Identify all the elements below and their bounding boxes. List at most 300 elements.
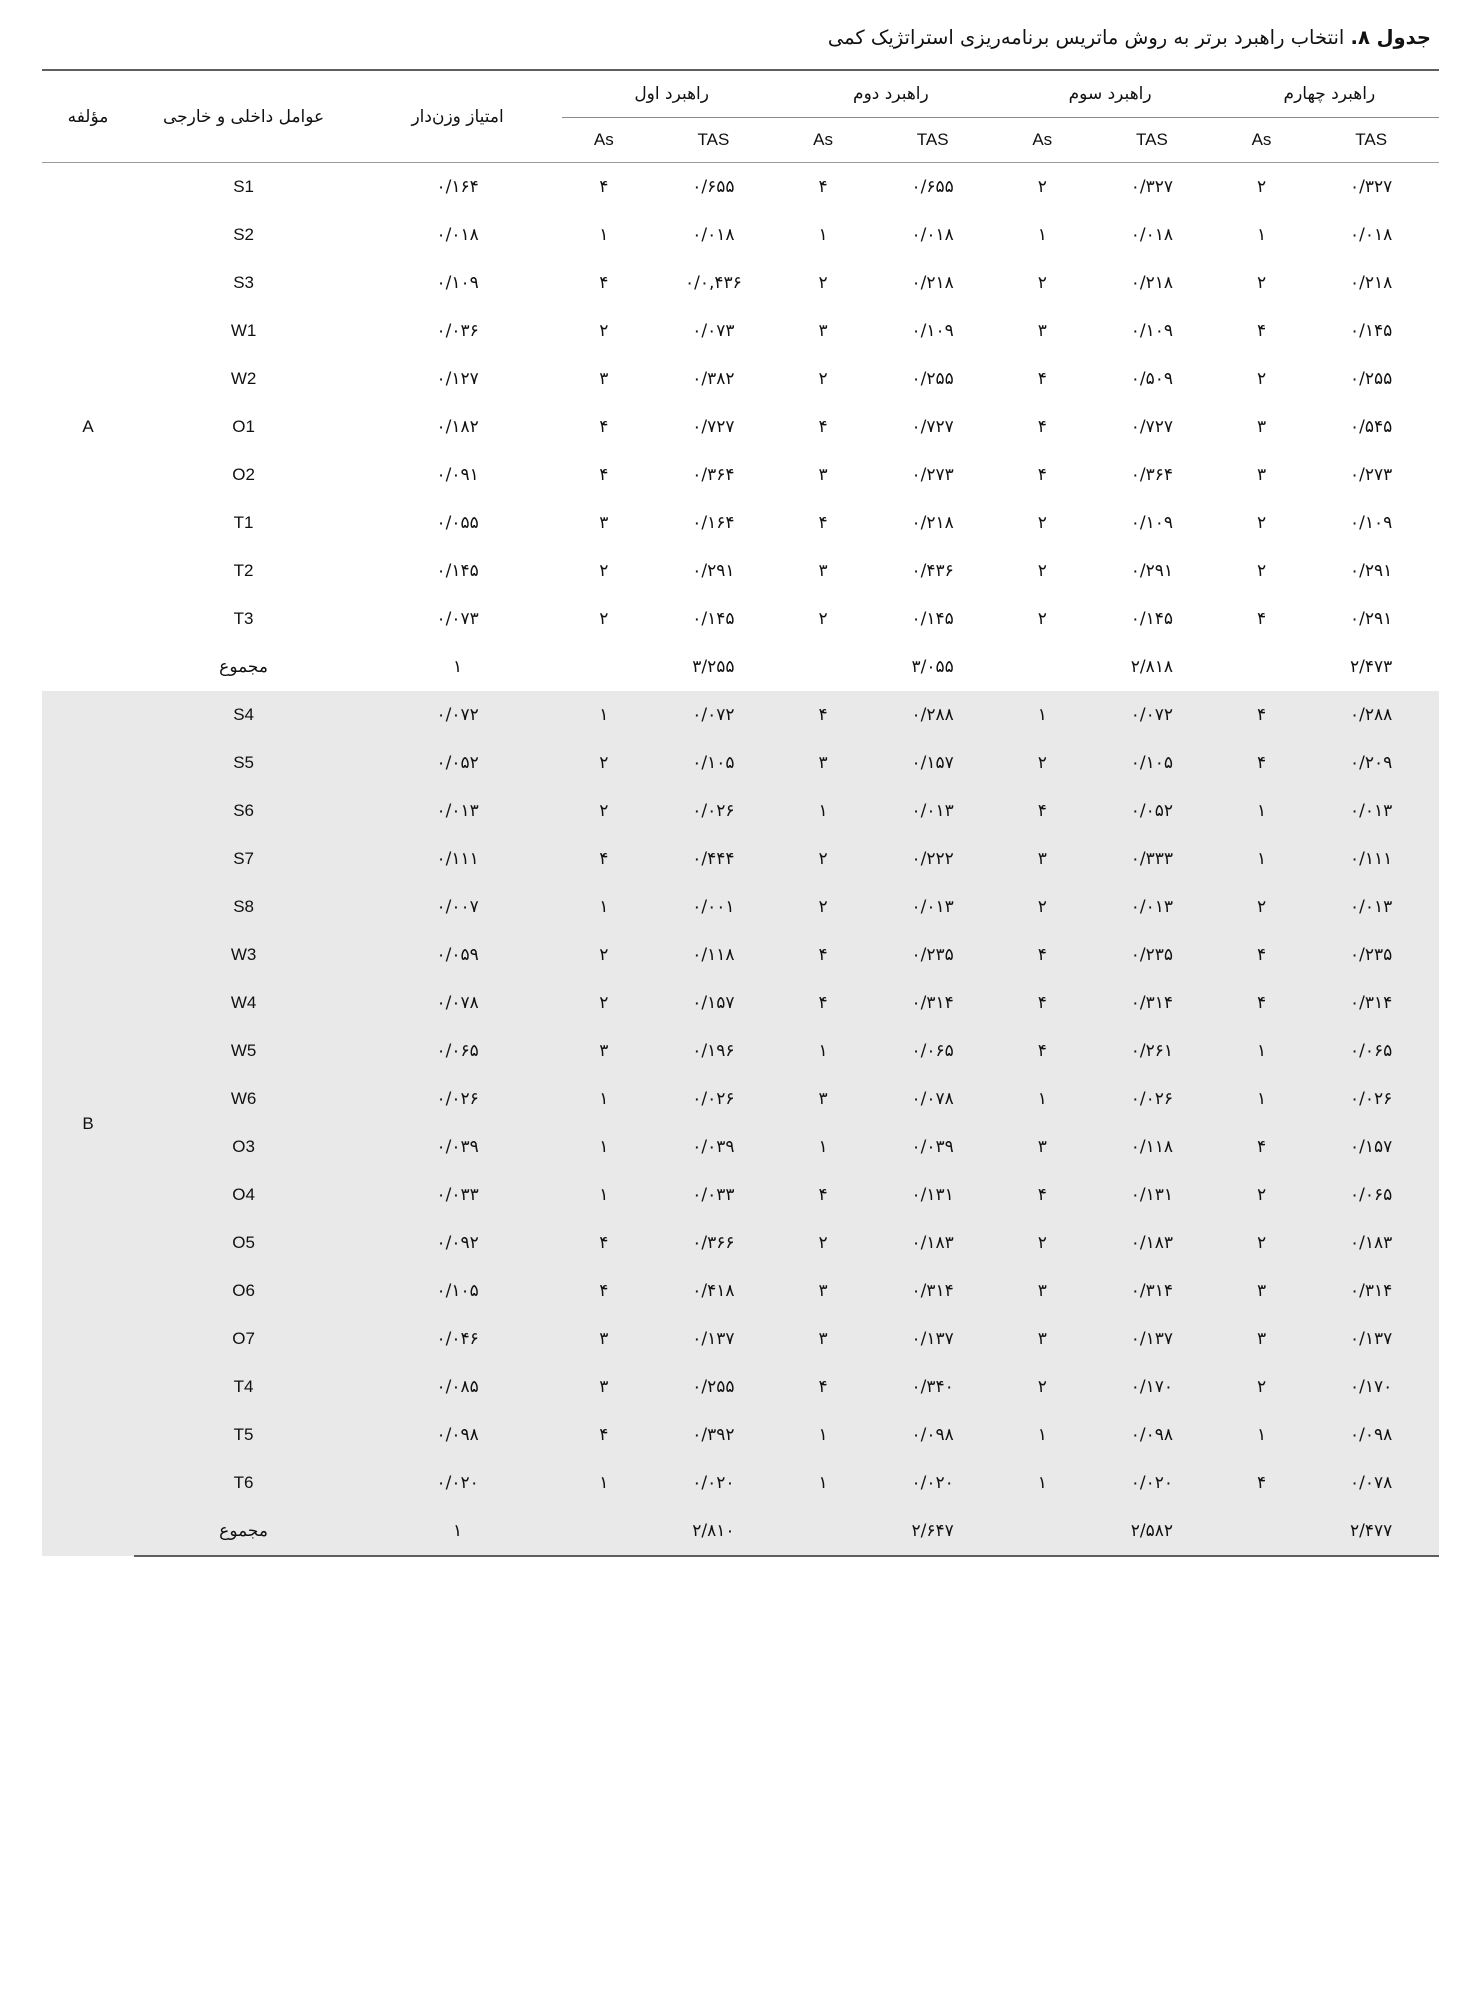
cell-s3-as: ۴ <box>1001 1171 1085 1219</box>
sum-s3-as <box>1001 1507 1085 1556</box>
cell-s4-as: ۲ <box>1256 273 1267 294</box>
cell-s2-tas: ۰/۰۱۸ <box>911 225 954 246</box>
cell-s2-as: ۳ <box>781 1267 865 1315</box>
cell-weight: ۰/۱۲۷ <box>436 369 479 390</box>
cell-factor: O7 <box>134 1315 353 1363</box>
cell-s3-as: ۲ <box>1037 177 1047 198</box>
cell-s4-as: ۲ <box>1256 369 1267 390</box>
table-row <box>42 163 1439 212</box>
cell-s2-as: ۱ <box>781 1027 865 1075</box>
cell-factor: S7 <box>134 835 353 883</box>
cell-s2-tas: ۰/۱۵۷ <box>865 739 1001 787</box>
sum-s4-tas: ۲/۴۷۷ <box>1303 1507 1439 1556</box>
cell-weight: ۰/۱۶۴ <box>436 177 479 198</box>
cell-s3-as: ۴ <box>1001 931 1085 979</box>
cell-s1-as: ۴ <box>599 465 609 486</box>
cell-s1-tas: ۰/۱۵۷ <box>646 979 782 1027</box>
cell-s1-as: ۳ <box>599 513 609 534</box>
cell-s1-as: ۴ <box>562 1411 646 1459</box>
cell-s2-tas: ۰/۲۳۵ <box>865 931 1001 979</box>
cell-factor: S3 <box>233 273 254 293</box>
cell-s4-tas: ۰/۱۸۳ <box>1303 1219 1439 1267</box>
cell-s4-tas: ۰/۱۷۰ <box>1303 1363 1439 1411</box>
cell-s1-as: ۴ <box>599 273 609 294</box>
cell-factor: S2 <box>233 225 254 245</box>
cell-s1-as: ۲ <box>599 321 609 342</box>
table-row <box>42 259 1439 307</box>
cell-s1-tas: ۰/۷۲۷ <box>692 417 735 438</box>
table-row <box>42 931 1439 979</box>
cell-factor: S1 <box>233 177 254 197</box>
cell-weight: ۰/۰۵۲ <box>353 739 562 787</box>
cell-s3-as: ۲ <box>1037 273 1047 294</box>
cell-s1-tas: ۰/۰۳۳ <box>646 1171 782 1219</box>
sum-s2-as <box>781 643 865 691</box>
cell-s4-tas: ۰/۰۹۸ <box>1303 1411 1439 1459</box>
cell-s3-tas: ۰/۱۰۵ <box>1084 739 1220 787</box>
cell-s2-tas: ۰/۴۳۶ <box>911 561 954 582</box>
cell-s1-as: ۲ <box>599 561 609 582</box>
table-row <box>42 1315 1439 1363</box>
cell-s4-as: ۲ <box>1220 883 1304 931</box>
table-row <box>42 1075 1439 1123</box>
cell-s1-as: ۳ <box>562 1363 646 1411</box>
cell-s2-as: ۴ <box>781 1171 865 1219</box>
cell-s2-as: ۴ <box>781 691 865 739</box>
sum-s3-tas: ۲/۸۱۸ <box>1130 657 1174 678</box>
sum-row <box>42 643 1439 691</box>
group-header-strategy-3: راهبرد سوم <box>1001 70 1220 118</box>
cell-weight: ۰/۰۹۲ <box>353 1219 562 1267</box>
table-row <box>42 1411 1439 1459</box>
cell-s1-as: ۴ <box>562 1219 646 1267</box>
cell-s4-as: ۱ <box>1220 1411 1304 1459</box>
cell-s2-tas: ۰/۰۷۸ <box>865 1075 1001 1123</box>
cell-s2-as: ۲ <box>818 369 828 390</box>
table-row <box>42 787 1439 835</box>
cell-s3-tas: ۰/۰۹۸ <box>1084 1411 1220 1459</box>
cell-weight: ۰/۰۶۵ <box>353 1027 562 1075</box>
header-s4-tas: TAS <box>1303 118 1439 163</box>
cell-factor: S6 <box>134 787 353 835</box>
cell-s4-tas: ۰/۲۷۳ <box>1350 465 1393 486</box>
table-row <box>42 979 1439 1027</box>
cell-s3-tas: ۰/۱۰۹ <box>1130 321 1174 342</box>
cell-s2-tas: ۰/۰۱۳ <box>865 787 1001 835</box>
cell-s2-tas: ۰/۱۰۹ <box>911 321 954 342</box>
table-row <box>42 499 1439 547</box>
cell-s4-as: ۱ <box>1220 835 1304 883</box>
cell-s2-tas: ۰/۱۸۳ <box>865 1219 1001 1267</box>
cell-s4-tas: ۰/۲۹۱ <box>1350 561 1393 582</box>
cell-s3-as: ۳ <box>1001 1123 1085 1171</box>
cell-s4-as: ۱ <box>1256 225 1267 246</box>
cell-s3-as: ۳ <box>1037 321 1047 342</box>
cell-s4-as: ۱ <box>1220 1027 1304 1075</box>
cell-factor: O4 <box>134 1171 353 1219</box>
cell-s3-as: ۱ <box>1001 1411 1085 1459</box>
cell-s3-tas: ۰/۰۱۳ <box>1084 883 1220 931</box>
cell-factor: O2 <box>232 465 255 485</box>
cell-s4-tas: ۰/۵۴۵ <box>1350 417 1393 438</box>
cell-s4-as: ۳ <box>1220 1267 1304 1315</box>
cell-weight: ۰/۰۱۸ <box>436 225 479 246</box>
cell-s2-tas: ۰/۱۴۵ <box>911 609 954 630</box>
cell-s2-tas: ۰/۳۱۴ <box>865 979 1001 1027</box>
cell-s4-tas: ۰/۲۳۵ <box>1303 931 1439 979</box>
cell-s4-tas: ۰/۲۰۹ <box>1303 739 1439 787</box>
cell-s3-tas: ۰/۱۴۵ <box>1130 609 1174 630</box>
cell-s2-tas: ۰/۷۲۷ <box>911 417 954 438</box>
cell-s3-as: ۱ <box>1001 1459 1085 1507</box>
cell-weight: ۰/۱۴۵ <box>436 561 479 582</box>
cell-s3-as: ۴ <box>1037 369 1047 390</box>
cell-factor: O3 <box>134 1123 353 1171</box>
header-group-row <box>42 70 1439 118</box>
cell-s1-tas: ۰/۳۶۴ <box>692 465 735 486</box>
table-row <box>42 1363 1439 1411</box>
cell-factor: W5 <box>134 1027 353 1075</box>
cell-s2-as: ۴ <box>818 513 828 534</box>
cell-s4-tas: ۰/۰۱۸ <box>1350 225 1393 246</box>
cell-s3-as: ۱ <box>1001 1075 1085 1123</box>
cell-factor: T5 <box>134 1411 353 1459</box>
cell-s1-tas: ۰/۰۲۶ <box>646 1075 782 1123</box>
cell-s4-as: ۲ <box>1220 1219 1304 1267</box>
cell-s3-tas: ۰/۰۵۲ <box>1084 787 1220 835</box>
cell-s4-as: ۲ <box>1220 1363 1304 1411</box>
cell-s4-tas: ۰/۱۵۷ <box>1303 1123 1439 1171</box>
cell-weight: ۰/۱۰۹ <box>436 273 479 294</box>
cell-s1-as: ۴ <box>599 177 609 198</box>
cell-factor: T3 <box>233 609 254 629</box>
header-s2-as: As <box>781 118 865 163</box>
cell-s4-tas: ۰/۰۷۸ <box>1303 1459 1439 1507</box>
cell-s3-as: ۲ <box>1037 561 1047 582</box>
cell-weight: ۰/۰۴۶ <box>353 1315 562 1363</box>
table-row <box>42 835 1439 883</box>
cell-s1-tas: ۰/۲۵۵ <box>646 1363 782 1411</box>
cell-s3-as: ۱ <box>1001 691 1085 739</box>
cell-factor: S8 <box>134 883 353 931</box>
cell-s3-tas: ۰/۰۲۰ <box>1084 1459 1220 1507</box>
cell-s1-tas: ۰/۰,۴۳۶ <box>685 273 742 294</box>
cell-factor: T6 <box>134 1459 353 1507</box>
cell-s4-as: ۱ <box>1220 1075 1304 1123</box>
cell-factor: T1 <box>233 513 254 533</box>
header-s1-as: As <box>562 118 646 163</box>
sum-label: مجموع <box>134 1507 353 1556</box>
cell-s1-as: ۳ <box>562 1027 646 1075</box>
cell-s4-as: ۴ <box>1256 321 1267 342</box>
cell-weight: ۰/۰۵۵ <box>436 513 479 534</box>
cell-s1-as: ۲ <box>562 931 646 979</box>
caption-number: جدول ۸. <box>1350 26 1431 49</box>
sum-label: مجموع <box>219 657 269 678</box>
cell-s1-tas: ۰/۱۰۵ <box>646 739 782 787</box>
table-row <box>42 451 1439 499</box>
cell-s2-as: ۱ <box>781 1459 865 1507</box>
sum-s1-as <box>562 643 646 691</box>
sum-weight: ۱ <box>353 1507 562 1556</box>
cell-s1-tas: ۰/۰۲۰ <box>646 1459 782 1507</box>
cell-weight: ۰/۰۲۶ <box>353 1075 562 1123</box>
cell-s4-as: ۴ <box>1220 739 1304 787</box>
cell-s1-as: ۴ <box>599 417 609 438</box>
table-row <box>42 883 1439 931</box>
cell-weight: ۰/۱۱۱ <box>353 835 562 883</box>
table-row <box>42 1027 1439 1075</box>
cell-s1-as: ۱ <box>599 225 609 246</box>
cell-s3-tas: ۰/۱۳۷ <box>1084 1315 1220 1363</box>
sum-s4-as <box>1220 643 1304 691</box>
cell-s2-as: ۳ <box>818 561 828 582</box>
cell-weight: ۰/۰۷۸ <box>353 979 562 1027</box>
cell-factor: W4 <box>134 979 353 1027</box>
cell-s4-tas: ۰/۲۹۱ <box>1350 609 1393 630</box>
sum-s4-as <box>1220 1507 1304 1556</box>
cell-s2-as: ۳ <box>818 321 828 342</box>
table-row <box>42 1219 1439 1267</box>
cell-s1-tas: ۰/۳۶۶ <box>646 1219 782 1267</box>
cell-s1-as: ۳ <box>562 1315 646 1363</box>
cell-s2-tas: ۰/۰۶۵ <box>865 1027 1001 1075</box>
cell-s3-as: ۴ <box>1037 417 1047 438</box>
cell-s3-tas: ۰/۲۶۱ <box>1084 1027 1220 1075</box>
cell-s2-tas: ۰/۲۷۳ <box>911 465 954 486</box>
cell-s2-as: ۲ <box>781 835 865 883</box>
cell-weight: ۰/۱۰۵ <box>353 1267 562 1315</box>
caption-text: انتخاب راهبرد برتر به روش ماتریس برنامه‌ریزی استراتژیک کمی <box>827 26 1351 49</box>
sum-s3-as <box>1001 643 1085 691</box>
cell-s3-tas: ۰/۳۱۴ <box>1084 1267 1220 1315</box>
table-row <box>42 1171 1439 1219</box>
cell-s4-as: ۴ <box>1220 979 1304 1027</box>
sum-s1-tas: ۳/۲۵۵ <box>692 657 735 678</box>
cell-s3-as: ۲ <box>1037 609 1047 630</box>
cell-s2-as: ۱ <box>781 787 865 835</box>
cell-s1-as: ۲ <box>562 787 646 835</box>
cell-s2-as: ۳ <box>781 1075 865 1123</box>
cell-s4-as: ۴ <box>1220 1123 1304 1171</box>
cell-weight: ۰/۰۸۵ <box>353 1363 562 1411</box>
cell-s3-as: ۲ <box>1037 513 1047 534</box>
cell-s4-as: ۳ <box>1256 417 1267 438</box>
cell-s2-tas: ۰/۰۲۰ <box>865 1459 1001 1507</box>
cell-s4-tas: ۰/۰۶۵ <box>1303 1027 1439 1075</box>
cell-s4-tas: ۰/۰۱۳ <box>1303 787 1439 835</box>
cell-s3-as: ۲ <box>1001 883 1085 931</box>
sum-s2-as <box>781 1507 865 1556</box>
cell-s4-as: ۳ <box>1220 1315 1304 1363</box>
cell-s4-as: ۲ <box>1256 513 1267 534</box>
cell-weight: ۰/۱۸۲ <box>436 417 479 438</box>
table-row <box>42 211 1439 259</box>
cell-s4-tas: ۰/۲۱۸ <box>1350 273 1393 294</box>
cell-s2-as: ۲ <box>818 273 828 294</box>
cell-s3-tas: ۰/۰۱۸ <box>1130 225 1174 246</box>
cell-factor: O6 <box>134 1267 353 1315</box>
cell-s1-tas: ۰/۱۴۵ <box>692 609 735 630</box>
cell-s3-as: ۲ <box>1001 739 1085 787</box>
cell-s1-as: ۱ <box>562 691 646 739</box>
table-row <box>42 691 1439 739</box>
cell-factor: S4 <box>134 691 353 739</box>
header-s1-tas: TAS <box>646 118 782 163</box>
cell-s2-as: ۲ <box>781 1219 865 1267</box>
cell-s3-tas: ۰/۲۱۸ <box>1130 273 1174 294</box>
cell-s4-as: ۲ <box>1256 561 1267 582</box>
cell-s4-tas: ۰/۱۴۵ <box>1350 321 1393 342</box>
header-component: مؤلفه <box>42 70 134 163</box>
header-s3-as: As <box>1001 118 1085 163</box>
cell-s4-tas: ۰/۰۶۵ <box>1303 1171 1439 1219</box>
sum-row <box>42 1507 1439 1556</box>
cell-s3-as: ۴ <box>1001 787 1085 835</box>
cell-factor: O1 <box>232 417 255 437</box>
cell-s3-tas: ۰/۵۰۹ <box>1130 369 1174 390</box>
cell-s3-as: ۳ <box>1001 835 1085 883</box>
cell-s1-as: ۲ <box>562 739 646 787</box>
cell-s1-tas: ۰/۰۳۹ <box>646 1123 782 1171</box>
cell-weight: ۰/۰۵۹ <box>353 931 562 979</box>
cell-factor: W1 <box>230 321 257 341</box>
cell-s3-as: ۴ <box>1001 1027 1085 1075</box>
table-row <box>42 307 1439 355</box>
cell-s2-as: ۴ <box>781 931 865 979</box>
header-s4-as: As <box>1220 118 1304 163</box>
cell-s1-tas: ۰/۲۹۱ <box>692 561 735 582</box>
cell-s4-tas: ۰/۳۱۴ <box>1303 1267 1439 1315</box>
cell-s3-tas: ۰/۳۳۳ <box>1084 835 1220 883</box>
cell-weight: ۰/۰۹۱ <box>436 465 479 486</box>
cell-s1-tas: ۰/۰۱۸ <box>692 225 735 246</box>
cell-s2-tas: ۰/۲۵۵ <box>911 369 954 390</box>
cell-s3-tas: ۰/۳۱۴ <box>1084 979 1220 1027</box>
cell-s1-as: ۴ <box>562 1267 646 1315</box>
cell-weight: ۰/۰۳۶ <box>436 321 479 342</box>
cell-s4-as: ۴ <box>1220 691 1304 739</box>
table-row <box>42 1459 1439 1507</box>
cell-s3-as: ۴ <box>1037 465 1047 486</box>
cell-s1-tas: ۰/۱۱۸ <box>646 931 782 979</box>
qspm-table <box>42 69 1439 1557</box>
cell-s2-tas: ۰/۱۳۱ <box>865 1171 1001 1219</box>
sum-weight: ۱ <box>453 657 463 678</box>
sum-s1-tas: ۲/۸۱۰ <box>646 1507 782 1556</box>
cell-weight: ۰/۰۹۸ <box>353 1411 562 1459</box>
cell-s2-as: ۴ <box>781 1363 865 1411</box>
cell-s1-as: ۳ <box>599 369 609 390</box>
cell-s3-tas: ۰/۰۲۶ <box>1084 1075 1220 1123</box>
cell-s4-as: ۲ <box>1256 177 1267 198</box>
table-caption <box>42 22 1431 53</box>
cell-s1-tas: ۰/۰۷۲ <box>646 691 782 739</box>
header-s3-tas: TAS <box>1084 118 1220 163</box>
cell-s2-as: ۱ <box>781 1411 865 1459</box>
cell-component: B <box>42 691 134 1556</box>
cell-s4-tas: ۰/۰۲۶ <box>1303 1075 1439 1123</box>
cell-s3-as: ۲ <box>1001 1219 1085 1267</box>
cell-s2-tas: ۰/۰۱۳ <box>865 883 1001 931</box>
sum-s3-tas: ۲/۵۸۲ <box>1084 1507 1220 1556</box>
cell-s2-as: ۲ <box>781 883 865 931</box>
sum-s2-tas: ۳/۰۵۵ <box>911 657 954 678</box>
table-row <box>42 547 1439 595</box>
cell-weight: ۰/۰۳۹ <box>353 1123 562 1171</box>
cell-s3-tas: ۰/۳۶۴ <box>1130 465 1174 486</box>
header-weighted-score: امتیاز وزن‌دار <box>353 70 562 163</box>
cell-factor: S5 <box>134 739 353 787</box>
cell-weight: ۰/۰۲۰ <box>353 1459 562 1507</box>
cell-factor: W3 <box>134 931 353 979</box>
cell-s1-as: ۴ <box>562 835 646 883</box>
cell-s1-as: ۱ <box>562 1075 646 1123</box>
cell-s4-tas: ۰/۰۱۳ <box>1303 883 1439 931</box>
cell-s2-as: ۳ <box>781 739 865 787</box>
cell-s2-as: ۱ <box>818 225 828 246</box>
cell-s2-as: ۱ <box>781 1123 865 1171</box>
cell-weight: ۰/۰۱۳ <box>353 787 562 835</box>
cell-s3-as: ۳ <box>1001 1267 1085 1315</box>
cell-s1-tas: ۰/۱۹۶ <box>646 1027 782 1075</box>
cell-s4-as: ۴ <box>1256 609 1267 630</box>
header-internal-external-factors: عوامل داخلی و خارجی <box>134 70 353 163</box>
cell-s2-as: ۴ <box>818 177 828 198</box>
cell-factor: W2 <box>230 369 257 389</box>
cell-s2-tas: ۰/۲۲۲ <box>865 835 1001 883</box>
table-row <box>42 739 1439 787</box>
cell-component: A <box>82 417 94 437</box>
cell-s3-as: ۳ <box>1001 1315 1085 1363</box>
group-header-strategy-4: راهبرد چهارم <box>1220 70 1439 118</box>
cell-s3-as: ۱ <box>1037 225 1047 246</box>
table-row <box>42 355 1439 403</box>
cell-s1-tas: ۰/۰۰۱ <box>646 883 782 931</box>
cell-factor: W6 <box>134 1075 353 1123</box>
cell-s2-tas: ۰/۶۵۵ <box>911 177 954 198</box>
cell-s3-tas: ۰/۱۳۱ <box>1084 1171 1220 1219</box>
cell-s4-tas: ۰/۱۳۷ <box>1303 1315 1439 1363</box>
cell-s2-tas: ۰/۳۱۴ <box>865 1267 1001 1315</box>
table-body <box>42 163 1439 1557</box>
cell-weight: ۰/۰۰۷ <box>353 883 562 931</box>
cell-s4-tas: ۰/۱۱۱ <box>1303 835 1439 883</box>
cell-s2-as: ۴ <box>781 979 865 1027</box>
cell-s1-as: ۲ <box>599 609 609 630</box>
cell-s1-tas: ۰/۴۴۴ <box>646 835 782 883</box>
cell-s4-tas: ۰/۲۸۸ <box>1303 691 1439 739</box>
cell-s1-as: ۲ <box>562 979 646 1027</box>
cell-s1-tas: ۰/۰۲۶ <box>646 787 782 835</box>
sum-s4-tas: ۲/۴۷۳ <box>1350 657 1393 678</box>
cell-factor: T4 <box>134 1363 353 1411</box>
sum-s1-as <box>562 1507 646 1556</box>
cell-s3-tas: ۰/۷۲۷ <box>1130 417 1174 438</box>
cell-s4-as: ۲ <box>1220 1171 1304 1219</box>
cell-s1-tas: ۰/۱۶۴ <box>692 513 735 534</box>
cell-s3-tas: ۰/۰۷۲ <box>1084 691 1220 739</box>
cell-s4-as: ۱ <box>1220 787 1304 835</box>
cell-s2-tas: ۰/۲۸۸ <box>865 691 1001 739</box>
cell-s2-tas: ۰/۲۱۸ <box>911 513 954 534</box>
cell-s3-as: ۲ <box>1001 1363 1085 1411</box>
cell-factor: O5 <box>134 1219 353 1267</box>
cell-s1-tas: ۰/۴۱۸ <box>646 1267 782 1315</box>
cell-s2-as: ۳ <box>781 1315 865 1363</box>
cell-s1-as: ۱ <box>562 883 646 931</box>
cell-s2-tas: ۰/۱۳۷ <box>865 1315 1001 1363</box>
